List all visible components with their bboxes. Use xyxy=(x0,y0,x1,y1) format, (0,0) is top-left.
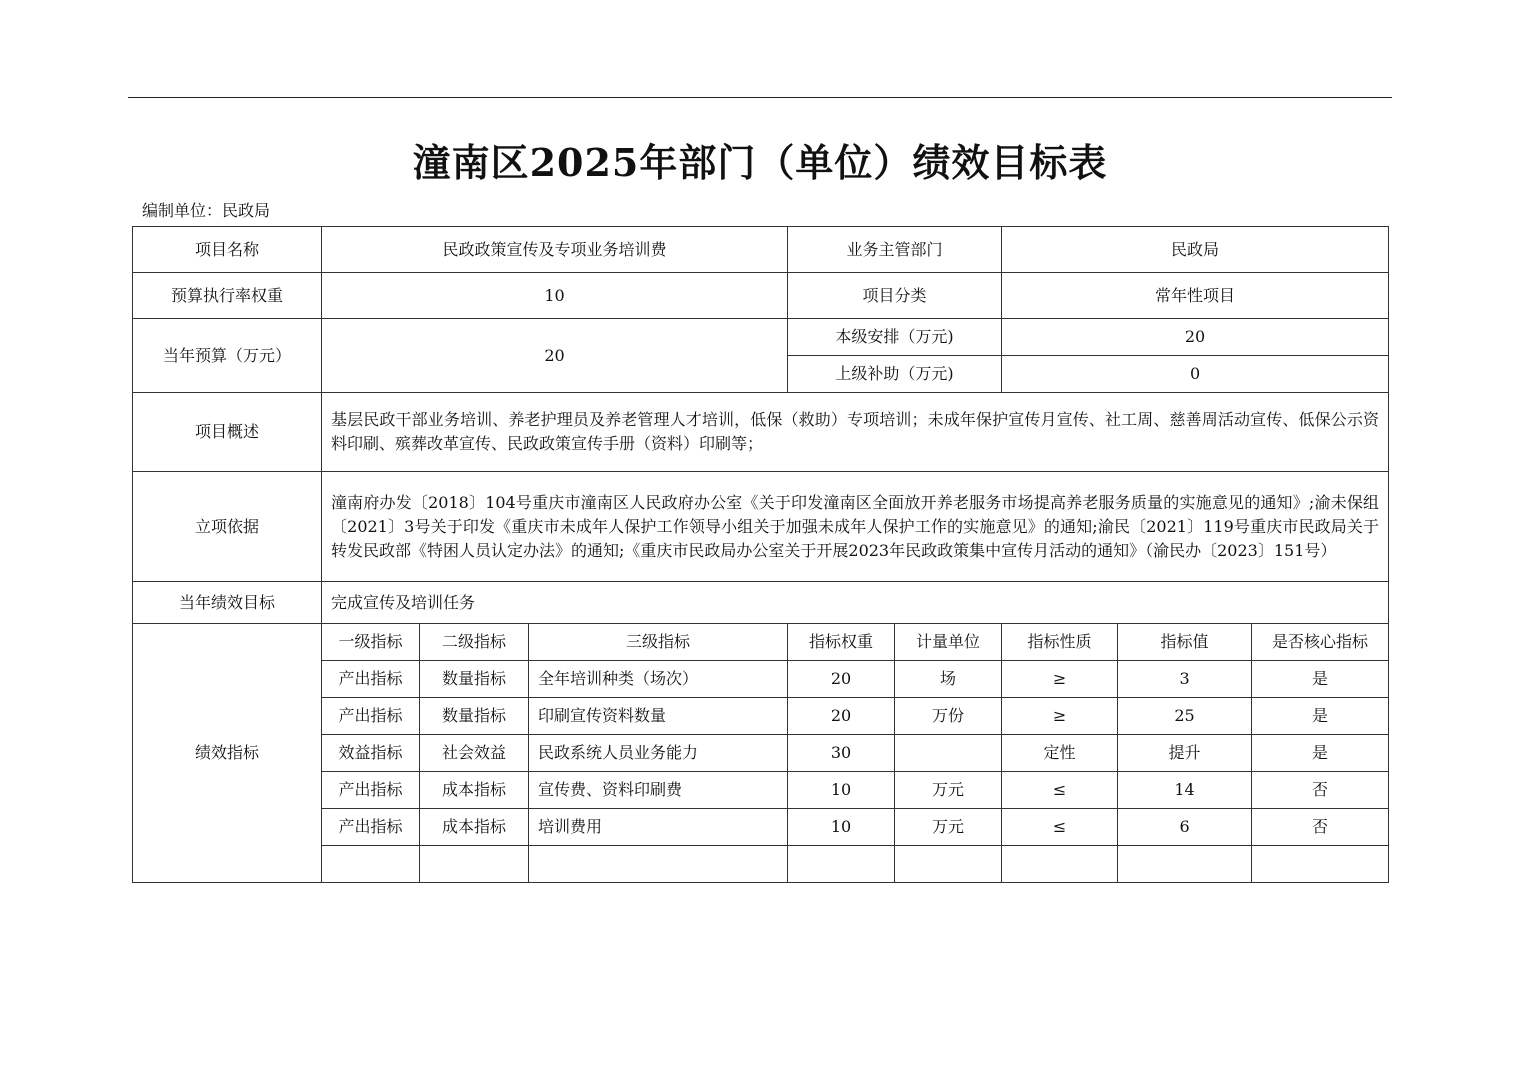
cell-unit: 万元 xyxy=(895,809,1002,846)
table-row xyxy=(133,772,1389,809)
cell-level1: 产出指标 xyxy=(322,809,420,846)
cell-level3: 民政系统人员业务能力 xyxy=(529,735,788,772)
header-level3: 三级指标 xyxy=(529,624,788,661)
budget-weight-value: 10 xyxy=(322,273,788,319)
row-overview xyxy=(133,393,1389,472)
cell-level2: 成本指标 xyxy=(420,772,529,809)
cell-nature: 定性 xyxy=(1002,735,1118,772)
cell-level3: 全年培训种类（场次） xyxy=(529,661,788,698)
table-row xyxy=(133,661,1389,698)
cell-level2: 数量指标 xyxy=(420,698,529,735)
budget-value: 20 xyxy=(322,319,788,393)
empty-cell xyxy=(420,846,529,883)
header-unit: 计量单位 xyxy=(895,624,1002,661)
cell-level3: 培训费用 xyxy=(529,809,788,846)
cell-value: 14 xyxy=(1118,772,1252,809)
table-row xyxy=(133,735,1389,772)
table-row xyxy=(133,698,1389,735)
cell-core: 否 xyxy=(1252,772,1389,809)
empty-cell xyxy=(895,846,1002,883)
cell-level2: 数量指标 xyxy=(420,661,529,698)
cell-weight: 10 xyxy=(788,772,895,809)
cell-level2: 成本指标 xyxy=(420,809,529,846)
cell-level2: 社会效益 xyxy=(420,735,529,772)
cell-core: 是 xyxy=(1252,735,1389,772)
dept-value: 民政局 xyxy=(1002,227,1389,273)
cell-value: 6 xyxy=(1118,809,1252,846)
header-nature: 指标性质 xyxy=(1002,624,1118,661)
goal-text: 完成宣传及培训任务 xyxy=(322,582,1389,624)
row-budget-local xyxy=(133,319,1389,356)
indicator-header-row xyxy=(133,624,1389,661)
budget-weight-label: 预算执行率权重 xyxy=(133,273,322,319)
cell-core: 否 xyxy=(1252,809,1389,846)
empty-cell xyxy=(1118,846,1252,883)
basis-label: 立项依据 xyxy=(133,472,322,582)
compiling-unit: 编制单位：民政局 xyxy=(142,201,271,220)
cell-weight: 30 xyxy=(788,735,895,772)
cell-nature: ≥ xyxy=(1002,661,1118,698)
row-budget-weight xyxy=(133,273,1389,319)
empty-row xyxy=(133,846,1389,883)
empty-cell xyxy=(529,846,788,883)
empty-cell xyxy=(788,846,895,883)
performance-table xyxy=(132,226,1389,883)
cell-level1: 产出指标 xyxy=(322,772,420,809)
cell-value: 3 xyxy=(1118,661,1252,698)
table-row xyxy=(133,809,1389,846)
cell-weight: 20 xyxy=(788,661,895,698)
cell-nature: ≤ xyxy=(1002,772,1118,809)
row-goal xyxy=(133,582,1389,624)
cell-core: 是 xyxy=(1252,661,1389,698)
header-level2: 二级指标 xyxy=(420,624,529,661)
perf-label: 绩效指标 xyxy=(133,624,322,883)
basis-text: 潼南府办发〔2018〕104号重庆市潼南区人民政府办公室《关于印发潼南区全面放开养老服务市场提高养老服务质量的实施意见的通知》;渝未保组〔2021〕3号关于印发《重庆市未成年人保护工作领导小组关于加强未成年人保护工作的实施意见》的通知;渝民〔2021〕119号重庆市民政局关于转发民政部《特困人员认定办法》的通知;《重庆市民政局办公室关于开展2023年民政政策集中宣传月活动的通知》（渝民办〔2023〕151号） xyxy=(322,472,1389,582)
cell-level3: 宣传费、资料印刷费 xyxy=(529,772,788,809)
empty-cell xyxy=(322,846,420,883)
project-name-value: 民政政策宣传及专项业务培训费 xyxy=(322,227,788,273)
row-project-name xyxy=(133,227,1389,273)
cell-nature: ≥ xyxy=(1002,698,1118,735)
cell-level1: 产出指标 xyxy=(322,661,420,698)
cell-level3: 印刷宣传资料数量 xyxy=(529,698,788,735)
dept-label: 业务主管部门 xyxy=(788,227,1002,273)
header-level1: 一级指标 xyxy=(322,624,420,661)
category-label: 项目分类 xyxy=(788,273,1002,319)
local-label: 本级安排（万元) xyxy=(788,319,1002,356)
overview-text: 基层民政干部业务培训、养老护理员及养老管理人才培训，低保（救助）专项培训；未成年保护宣传月宣传、社工周、慈善周活动宣传、低保公示资料印刷、殡葬改革宣传、民政政策宣传手册（资料）印刷等； xyxy=(322,393,1389,472)
row-basis xyxy=(133,472,1389,582)
header-rule xyxy=(128,97,1392,98)
cell-weight: 20 xyxy=(788,698,895,735)
empty-cell xyxy=(1252,846,1389,883)
header-value: 指标值 xyxy=(1118,624,1252,661)
header-weight: 指标权重 xyxy=(788,624,895,661)
cell-level1: 效益指标 xyxy=(322,735,420,772)
cell-value: 提升 xyxy=(1118,735,1252,772)
cell-unit: 场 xyxy=(895,661,1002,698)
cell-unit: 万元 xyxy=(895,772,1002,809)
budget-label: 当年预算（万元） xyxy=(133,319,322,393)
local-value: 20 xyxy=(1002,319,1389,356)
header-core: 是否核心指标 xyxy=(1252,624,1389,661)
upper-label: 上级补助（万元) xyxy=(788,356,1002,393)
cell-level1: 产出指标 xyxy=(322,698,420,735)
project-name-label: 项目名称 xyxy=(133,227,322,273)
cell-unit xyxy=(895,735,1002,772)
cell-nature: ≤ xyxy=(1002,809,1118,846)
category-value: 常年性项目 xyxy=(1002,273,1389,319)
cell-unit: 万份 xyxy=(895,698,1002,735)
overview-label: 项目概述 xyxy=(133,393,322,472)
empty-cell xyxy=(1002,846,1118,883)
cell-core: 是 xyxy=(1252,698,1389,735)
document-title: 潼南区2025年部门（单位）绩效目标表 xyxy=(412,140,1108,185)
cell-value: 25 xyxy=(1118,698,1252,735)
upper-value: 0 xyxy=(1002,356,1389,393)
goal-label: 当年绩效目标 xyxy=(133,582,322,624)
cell-weight: 10 xyxy=(788,809,895,846)
